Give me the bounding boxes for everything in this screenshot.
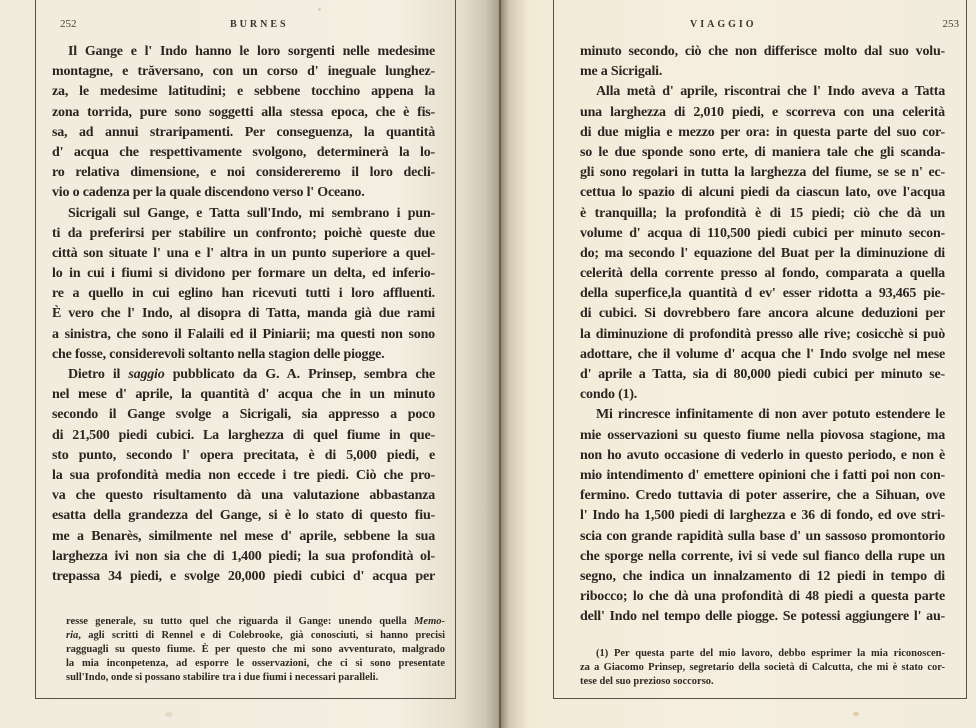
text-line: a sinistra, che sono il Falaili ed il Piniarii; ma questi non sono xyxy=(52,326,435,342)
text-line: Il Gange e l' Indo hanno le loro sorgenti nelle medesime xyxy=(68,44,435,59)
text-line: montagne, e trăversano, con un corso d' ineguale lunghez- xyxy=(52,64,435,80)
text-line: d' acqua che respettivamente svolgono, determinerà la lo- xyxy=(52,144,435,160)
text-line: ti da preferirsi per stabilire un confronto; poichè queste due xyxy=(52,225,435,241)
left-running-title: BURNES xyxy=(230,19,289,30)
left-page xyxy=(52,18,445,685)
right-body-text xyxy=(580,42,945,627)
footnote-line: za a Giacomo Prinsep, segretario della società di Calcutta, che mi è stato cor- xyxy=(580,662,945,674)
text-line: di cubici. Si dovrebbero fare ancora alcune deduzioni per xyxy=(580,306,945,322)
footnote-line: ragguagli su questo fiume. È per questo che mi sono avventurato, malgrado xyxy=(66,644,445,656)
text-line: l' Indo ha 1,500 piedi di larghezza e 36 di fondo, ed ove stri- xyxy=(580,508,945,524)
text-line: è tranquilla; la profondità è di 15 piedi; ciò che dà un xyxy=(580,205,945,221)
text-line: celerità della corrente presso al fondo, comparata a quella xyxy=(580,266,945,282)
text-line: di due miglia e mezzo per ora: in questa parte del suo cor- xyxy=(580,124,945,140)
text-line: città son situate l' una e l' altra in un punto superiore a quel- xyxy=(52,245,435,261)
text-line: Mi rincresce infinitamente di non aver potuto estendere le xyxy=(596,407,945,423)
paper-speck xyxy=(853,712,859,716)
text-line: scia con grande rapidità sulla base d' un sassoso promontorio xyxy=(580,528,945,544)
italic-word: ria xyxy=(66,630,79,642)
left-footnote xyxy=(66,615,445,685)
text-line: esatta della grandezza del Gange, si è lo stato di questo fiu- xyxy=(52,508,435,524)
text-line: Sicrigali sul Gange, e Tatta sull'Indo, mi sembrano i pun- xyxy=(68,205,435,221)
left-running-head xyxy=(52,18,435,36)
text-line: che sporge nella corrente, ivi si vede sul fianco della rupe un xyxy=(580,548,945,564)
text-line: dell' Indo nel tempo delle piogge. Se potessi aggiungere l' au- xyxy=(580,609,945,625)
text-line: di 21,500 piedi cubici. La larghezza di quel fiume in que- xyxy=(52,427,435,443)
text-line: che fosse, considerevoli soltanto nella stagion delle piogge. xyxy=(52,346,385,362)
right-footnote xyxy=(580,647,945,689)
footnote-line: (1) Per questa parte del mio lavoro, debbo esprimer la mia riconoscen- xyxy=(596,648,945,660)
text-line: ribocco; lo che dà una profondità di 48 piedi a questa parte xyxy=(580,589,945,605)
text-line: minuto secondo, ciò che non differisce molto dal suo volu- xyxy=(580,44,945,59)
text-line: mio intendimento d' emettere opinioni che i fatti poi non con- xyxy=(580,467,945,483)
text-line: la diminuzione di profondità presso alle rive; cosicchè si può xyxy=(580,326,945,342)
footnote-line: sull'Indo, onde si possano stabilire tra i due fiumi i necessari paralleli. xyxy=(66,672,379,684)
text-line: fermino. Credo tuttavia di poter asserire, che a Sihuan, ove xyxy=(580,488,945,504)
paper-speck xyxy=(165,712,173,717)
text-line: za, le medesime latitudini; e sebbene tocchino appena la xyxy=(52,84,435,100)
left-body-text xyxy=(52,42,435,587)
text-line: sa, ad annui straripamenti. Per conseguenza, la quantità xyxy=(52,124,435,140)
text-line: condo (1). xyxy=(580,387,638,403)
text-line: non ho avuto occasione di vederlo in questo periodo, e non è xyxy=(580,447,945,463)
text-line: sto punto, secondo l' opera precitata, è di 5,000 piedi, e xyxy=(52,447,435,463)
text-line: gli sono regolari in tutta la larghezza del fiume, se se n' ec- xyxy=(580,165,945,181)
right-running-title: VIAGGIO xyxy=(690,19,757,30)
text-line: volume d' acqua di 110,500 piedi cubici per minuto secon- xyxy=(580,225,945,241)
text-line: vio o cadenza per la quale discendono verso l' Oceano. xyxy=(52,185,365,201)
text-line: so le due sponde sono erte, di maniera tale che gli scanda- xyxy=(580,144,945,160)
text-line: secondo il Gange svolge a Sicrigali, sia appresso a poco xyxy=(52,407,435,423)
text-line: trepassa 34 piedi, e svolge 20,000 piedi cubici d' acqua per xyxy=(52,568,435,584)
text-line: ro relativa dimensione, e noi considereremo il loro decli- xyxy=(52,165,435,181)
text-line: re a quello in cui eglino han ricevuti tutti i loro affluenti. xyxy=(52,286,435,302)
text-line: larghezza ivi non sia che di 1,400 piedi; la sua profondità ol- xyxy=(52,548,435,564)
text-line: la sua profondità media non eccede i tre piedi. Ciò che pro- xyxy=(52,467,435,483)
text-line: d' aprile a Tatta, sia di 80,000 piedi cubici per minuto se- xyxy=(580,367,945,382)
right-running-head xyxy=(580,18,959,36)
left-page-number: 252 xyxy=(60,18,77,30)
text-line: zona torrida, pure sono soggetti alla stessa epoca, che è fis- xyxy=(52,104,435,120)
italic-word: saggio xyxy=(128,367,165,382)
right-page-number: 253 xyxy=(942,18,959,30)
text-line: do; ma secondo l' equazione del Buat per la diminuzione di xyxy=(580,245,945,261)
text-line: segno, che indica un innalzamento di 12 piedi in tempo di xyxy=(580,568,945,584)
text-line: va che questo risultamento dà una valutazione abbastanza xyxy=(52,488,435,504)
footnote-line: resse generale, su tutto quel che riguarda il Gange: unendo quella Memo- xyxy=(66,616,445,628)
text-line: me a Sicrigali. xyxy=(580,64,663,80)
footnote-line: tese del suo prezioso soccorso. xyxy=(580,676,714,688)
text-line: della superfice,la quantità d ev' esser ridotta a 93,465 pie- xyxy=(580,286,945,302)
text-line: È vero che l' Indo, al disopra di Tatta, manda già due rami xyxy=(52,306,435,322)
text-line: Alla metà d' aprile, riscontrai che l' Indo aveva a Tatta xyxy=(596,84,945,100)
text-line: lo in cui i fiumi si dividono per formare un delta, ed inferio- xyxy=(52,266,435,282)
text-line: adottare, che il volume d' acqua che l' Indo svolge nel mese xyxy=(580,346,945,362)
footnote-line: la mia inconpetenza, ad esporre le osservazioni, che ci si sono presentate xyxy=(66,658,445,670)
footnote-line: ria, agli scritti di Rennel e di Colebrooke, già conosciuti, si hanno precisi xyxy=(66,630,445,642)
text-line: una larghezza di 2,010 piedi, e scorreva con una celerità xyxy=(580,104,945,120)
right-page xyxy=(580,18,959,689)
paper-speck xyxy=(318,8,321,11)
text-line: cettua lo spazio di alcuni piedi da ciascun lato, ove l'acqua xyxy=(580,185,945,201)
text-line: nel mese d' aprile, la quantità d' acqua che in un minuto xyxy=(52,387,435,403)
italic-word: Memo- xyxy=(414,616,445,628)
text-line: mie osservazioni su questo fiume nella piovosa stagione, ma xyxy=(580,427,945,443)
text-line: Dietro il saggio pubblicato da G. A. Prinsep, sembra che xyxy=(68,367,435,382)
text-line: me a Benarès, similmente nel mese d' aprile, sebbene la sua xyxy=(52,528,435,544)
book-gutter xyxy=(499,0,501,728)
